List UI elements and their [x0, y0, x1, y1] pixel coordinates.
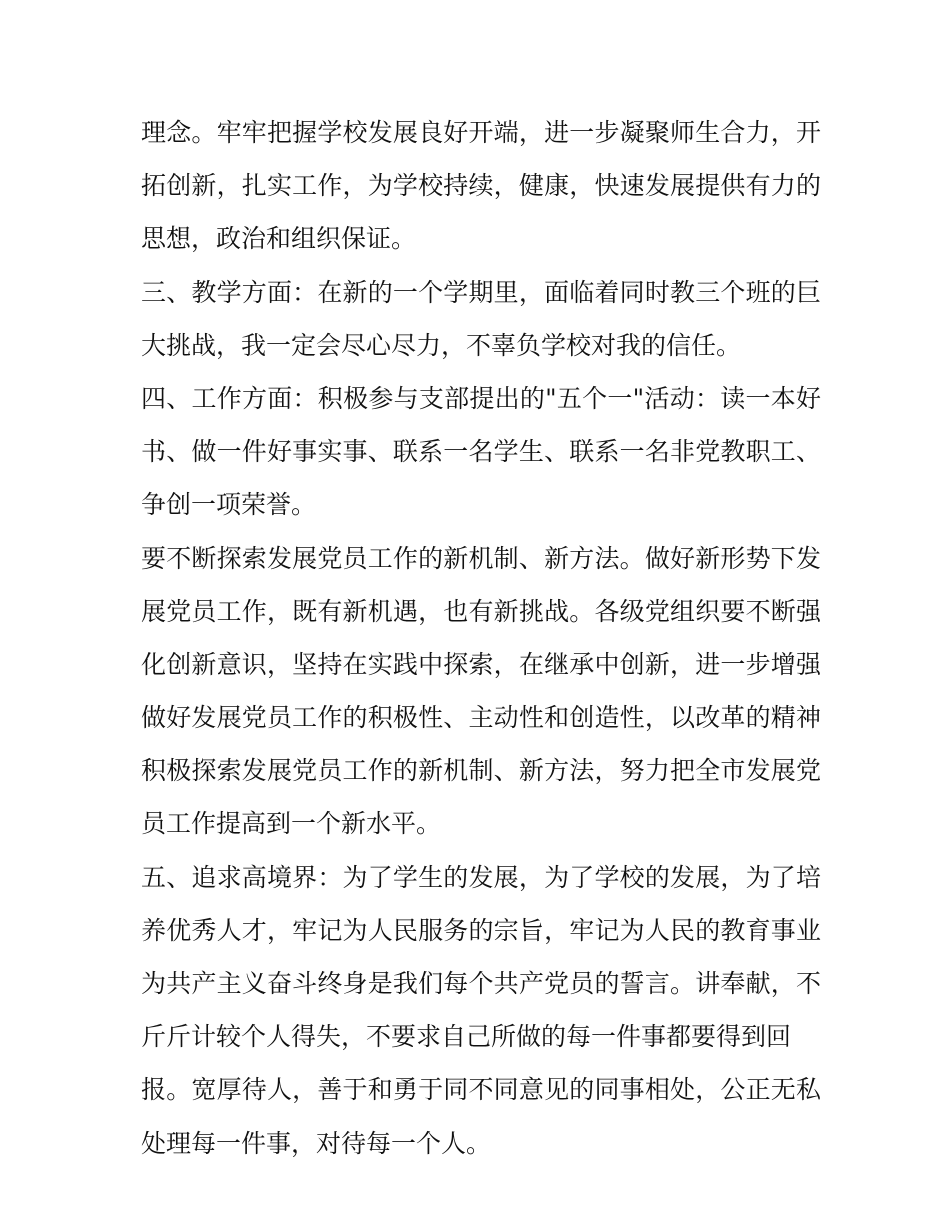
text-line: 五、追求高境界：为了学生的发展，为了学校的发展，为了培 [141, 862, 821, 892]
text-line: 养优秀人才，牢记为人民服务的宗旨，牢记为人民的教育事业 [141, 915, 821, 945]
text-line: 争创一项荣誉。 [141, 490, 317, 520]
text-line: 为共产主义奋斗终身是我们每个共产党员的誓言。讲奉献，不 [141, 969, 821, 998]
text-line: 要不断探索发展党员工作的新机制、新方法。做好新形势下发 [141, 543, 821, 573]
text-line: 处理每一件事，对待每一个人。 [141, 1128, 492, 1158]
text-line: 员工作提高到一个新水平。 [141, 809, 442, 839]
text-line: 斤斤计较个人得失，不要求自己所做的每一件事都要得到回 [141, 1022, 792, 1052]
text-line: 做好发展党员工作的积极性、主动性和创造性，以改革的精神 [141, 703, 821, 733]
text-line: 拓创新，扎实工作，为学校持续，健康，快速发展提供有力的 [141, 171, 821, 201]
text-line: 报。宽厚待人，善于和勇于同不同意见的同事相处，公正无私 [141, 1075, 821, 1105]
text-line: 化创新意识，坚持在实践中探索，在继承中创新，进一步增强 [141, 649, 821, 679]
text-line: 大挑战，我一定会尽心尽力，不辜负学校对我的信任。 [141, 330, 742, 360]
text-line: 积极探索发展党员工作的新机制、新方法，努力把全市发展党 [141, 756, 821, 786]
text-line: 思想，政治和组织保证。 [141, 224, 417, 254]
text-line: 三、教学方面：在新的一个学期里，面临着同时教三个班的巨 [141, 277, 821, 307]
document-body [141, 106, 821, 1170]
text-line: 理念。牢牢把握学校发展良好开端，进一步凝聚师生合力，开 [141, 118, 821, 147]
text-line: 四、工作方面：积极参与支部提出的"五个一"活动：读一本好 [141, 383, 821, 413]
text-line: 展党员工作，既有新机遇，也有新挑战。各级党组织要不断强 [141, 596, 821, 626]
text-line: 书、做一件好事实事、联系一名学生、联系一名非党教职工、 [141, 437, 821, 467]
